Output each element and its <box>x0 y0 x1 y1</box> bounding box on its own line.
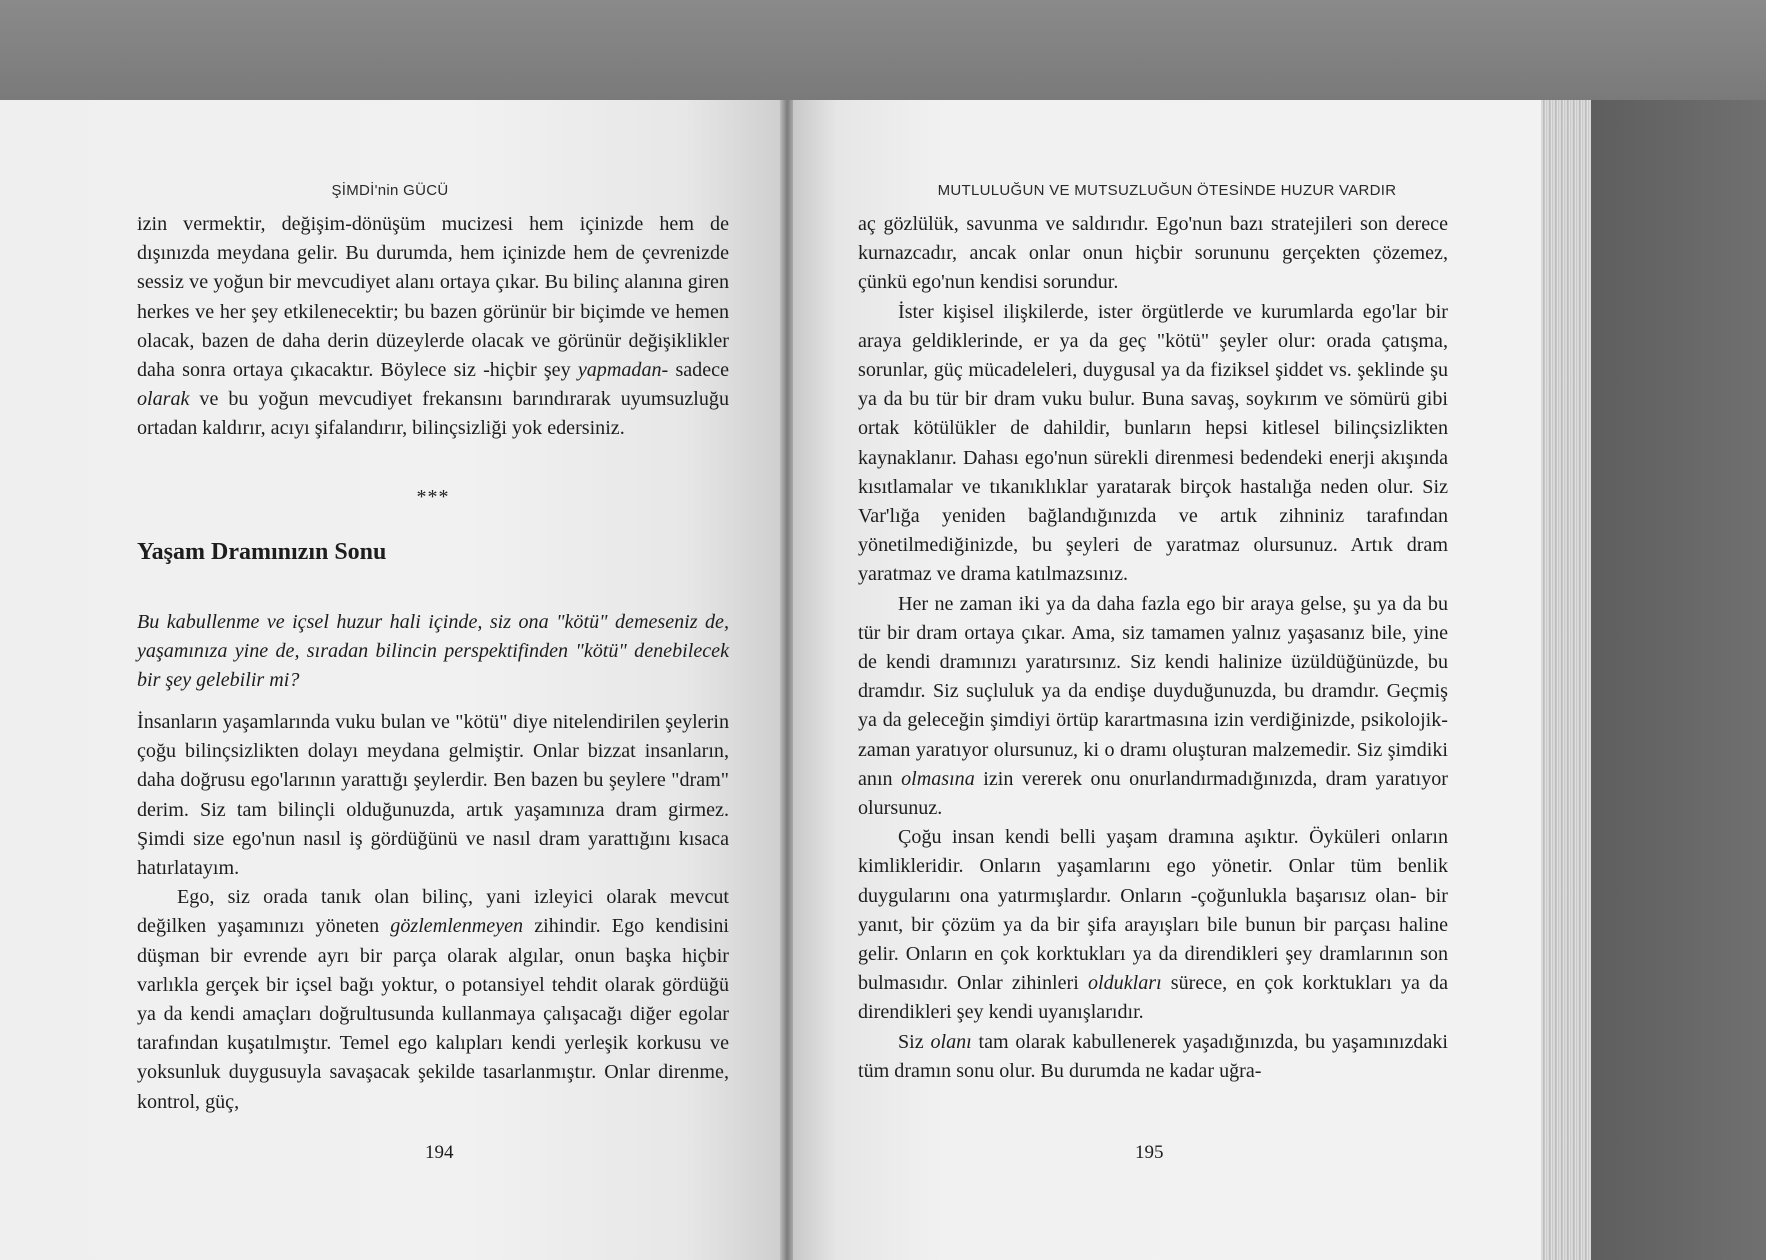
right-paragraph-4 <box>858 823 1448 1027</box>
book-gutter <box>780 100 793 1260</box>
page-number-right: 195 <box>1135 1142 1164 1163</box>
opening-emphasis-1: yapmadan- <box>577 359 669 382</box>
answer-body <box>137 708 729 1117</box>
answer-paragraph-2 <box>137 883 729 1117</box>
right-p3-emphasis: olmasına <box>901 767 975 790</box>
right-page <box>793 100 1541 1260</box>
page-number-left: 194 <box>425 1142 454 1163</box>
opening-emphasis-2: olarak <box>137 388 190 411</box>
right-p3-end: izin vererek onu onurlandırmadığınızda, dram yaratıyor olursunuz. <box>858 767 1448 820</box>
opening-mid: sadece <box>668 359 729 382</box>
section-separator: *** <box>416 486 450 508</box>
answer-p2-emphasis: gözlemlenmeyen <box>390 915 524 938</box>
right-p4-emphasis: oldukları <box>1087 972 1162 995</box>
right-body <box>858 210 1448 1086</box>
right-p3-start: Her ne zaman iki ya da daha fazla ego bir araya gelse, şu ya da bu tür bir dram ortaya çıkar. Ama, siz tamamen yalnız yaşasanız bile, yine de kendi dramınızı yaratırsınız. Siz kendi halinize üzüldüğünüzde, bu dramdır. Siz suçluluk ya da endişe duyduğunuzda, bu dramdır. Geçmiş ya da geleceğin şimdiyi örtüp karartmasına izin verdiğinizde, psikolojik-zaman yaratıyor olursunuz, ki o dramı oluşturan malzemedir. Siz şimdiki anın <box>858 592 1448 790</box>
right-p4-start: Çoğu insan kendi belli yaşam dramına aşıktır. Öyküleri onların kimlikleridir. Onların yaşamlarını ego yönetir. Onlar tüm benlik duygularını ona yatırmışlardır. Onların -çoğunlukla başarısız olan- bir yanıt, bir çözüm ya da bir şifa arayışları bile bunun bir parçası haline gelir. Onların en çok korktukları ya da direndikleri şey dramlarının son bulmasıdır. Onlar zihinleri <box>858 826 1448 995</box>
opening-paragraph <box>137 210 729 444</box>
scan-shadow <box>1591 100 1766 1260</box>
right-paragraph-3 <box>858 590 1448 824</box>
opening-text: izin vermektir, değişim-dönüşüm mucizesi hem içinizde hem de dışınızda meydana gelir. Bu durumda, hem içinizde hem de çevrenizde sessiz ve yoğun bir mevcudiyet alanı ortaya çıkar. Bu bilinç alanına giren herkes ve her şey etkilenecektir; bu bazen görünür bir biçimde ve hemen olacak, bazen de daha derin düzeylerde olacak ve görünür değişiklikler daha sonra ortaya çıkacaktır. Böylece siz -hiçbir şey <box>137 213 729 382</box>
right-paragraph-5 <box>858 1028 1448 1086</box>
page-edges <box>1541 100 1591 1260</box>
section-title: Yaşam Dramınızın Sonu <box>137 539 387 565</box>
right-p5-end: tam olarak kabullenerek yaşadığınızda, bu yaşamınızdaki tüm dramın sonu olur. Bu durumda ne kadar uğra- <box>858 1030 1448 1082</box>
answer-p2-end: zihindir. Ego kendisini düşman bir evrende ayrı bir parça olarak algılar, onun başka hiçbir varlıkla gerçek bir içsel bağı yoktur, o potansiyel tehdit olarak gördüğü ya da kendi amaçları doğrultusunda kullanmaya çalışacağı diğer egolar tarafından kuşatılmıştır. Temel ego kalıpları kendi yerleşik korkusu ve yoksunluk duygusuyla savaşacak şekilde tasarlanmıştır. Onlar direnme, kontrol, güç, <box>137 915 729 1113</box>
answer-paragraph-1: İnsanların yaşamlarında vuku bulan ve "kötü" diye nitelendirilen şeylerin çoğu bilinçsizlikten dolayı meydana gelmiştir. Onlar bizzat insanların, daha doğrusu ego'larının yarattığı şeylerdir. Ben bazen bu şeylere "dram" derim. Siz tam bilinçli olduğunuzda, artık yaşamınıza dram girmez. Şimdi size ego'nun nasıl iş gördüğünü ve nasıl dram yarattığını kısaca hatırlatayım. <box>137 711 729 880</box>
right-paragraph-1: aç gözlülük, savunma ve saldırıdır. Ego'nun bazı stratejileri son derece kurnazcadır, ancak onlar onun hiçbir sorununu gerçekten çözemez, çünkü ego'nun kendisi sorundur. <box>858 213 1448 294</box>
question-paragraph: Bu kabullenme ve içsel huzur hali içinde, siz ona "kötü" demeseniz de, yaşamınıza yine de, sıradan bilincin perspektifinden "kötü" denebilecek bir şey gelebilir mi? <box>137 611 729 692</box>
running-head-right: MUTLULUĞUN VE MUTSUZLUĞUN ÖTESİNDE HUZUR VARDIR <box>937 182 1397 199</box>
left-page <box>0 100 780 1260</box>
running-head-left: ŞİMDİ'nin GÜCÜ <box>331 182 449 199</box>
right-p5-start: Siz <box>898 1030 931 1053</box>
answer-p2-start: Ego, siz orada tanık olan bilinç, yani izleyici olarak mevcut değilken yaşamınızı yöneten <box>137 886 729 938</box>
right-p5-emphasis: olanı <box>930 1030 972 1053</box>
right-paragraph-2: İster kişisel ilişkilerde, ister örgütlerde ve kurumlarda ego'lar bir araya geldiklerinde, er ya da geç "kötü" şeyler olur: orada çatışma, sorunlar, güç mücadeleleri, duygusal ya da fiziksel şiddet vs. şeklinde şu ya da bu tür bir dram vuku bulur. Buna savaş, soykırım ve sömürü gibi ortak kötülükler de dahildir, bunların hepsi kitlesel bilinçsizlikten kaynaklanır. Dahası ego'nun sürekli direnmesi bedendeki enerji akışında kısıtlamalar ve tıkanıklıklar yaratarak birçok hastalığa neden olur. Siz Var'lığa yeniden bağlandığınızda ve artık zihniniz tarafından yönetilmediğinizde, bu şeyleri de yaratmaz olursunuz. Artık dram yaratmaz ve drama katılmazsınız. <box>858 300 1448 586</box>
right-p4-end: sürece, en çok korktukları ya da direndikleri şey kendi uyanışlarıdır. <box>858 972 1449 1024</box>
opening-end: ve bu yoğun mevcudiyet frekansını barındırarak uyumsuzluğu ortadan kaldırır, acıyı şifalandırır, bilinçsizliği yok edersiniz. <box>137 388 729 440</box>
